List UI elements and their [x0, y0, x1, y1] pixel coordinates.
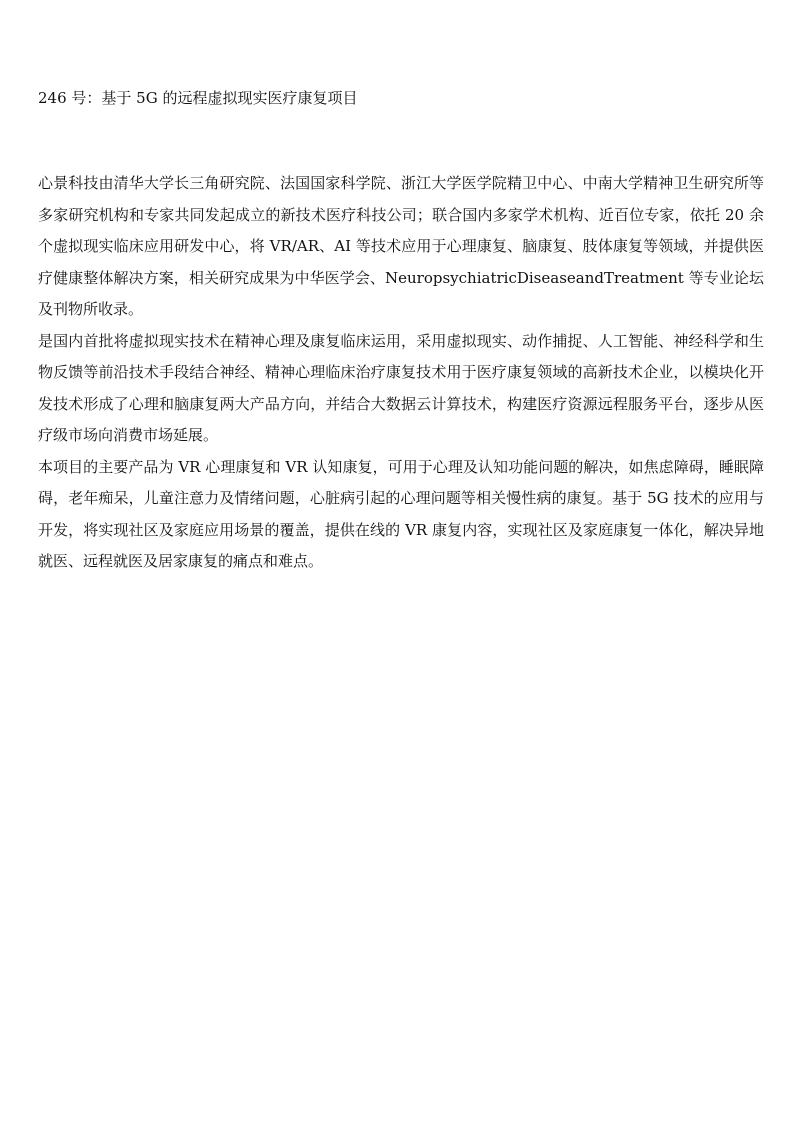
document-title: 246 号：基于 5G 的远程虚拟现实医疗康复项目	[38, 89, 358, 107]
paragraph-products: 本项目的主要产品为 VR 心理康复和 VR 认知康复，可用于心理及认知功能问题的解决，如焦虑障碍，睡眠障碍，老年痴呆，儿童注意力及情绪问题，心脏病引起的心理问题等相关慢性病的康复。基于 5G 技术的应用与开发，将实现社区及家庭应用场景的覆盖，提供在线的 VR 康复内容，实现社区及家庭康复一体化，解决异地就医、远程就医及居家康复的痛点和难点。	[38, 457, 764, 570]
paragraph-technology: 是国内首批将虚拟现实技术在精神心理及康复临床运用，采用虚拟现实、动作捕捉、人工智能、神经科学和生物反馈等前沿技术手段结合神经、精神心理临床治疗康复技术用于医疗康复领域的高新技术企业，以模块化开发技术形成了心理和脑康复两大产品方向，并结合大数据云计算技术，构建医疗资源远程服务平台，逐步从医疗级市场向消费市场延展。	[38, 331, 764, 444]
paragraph-company-intro: 心景科技由清华大学长三角研究院、法国国家科学院、浙江大学医学院精卫中心、中南大学精神卫生研究所等多家研究机构和专家共同发起成立的新技术医疗科技公司；联合国内多家学术机构、近百位专家，依托 20 余个虚拟现实临床应用研发中心，将 VR/AR、AI 等技术应用于心理康复、脑康复、肢体康复等领域，并提供医疗健康整体解决方案，相关研究成果为中华医学会、NeuropsychiatricDiseaseandTreatment 等专业论坛及刊物所收录。	[38, 174, 764, 318]
document-body	[38, 168, 764, 578]
